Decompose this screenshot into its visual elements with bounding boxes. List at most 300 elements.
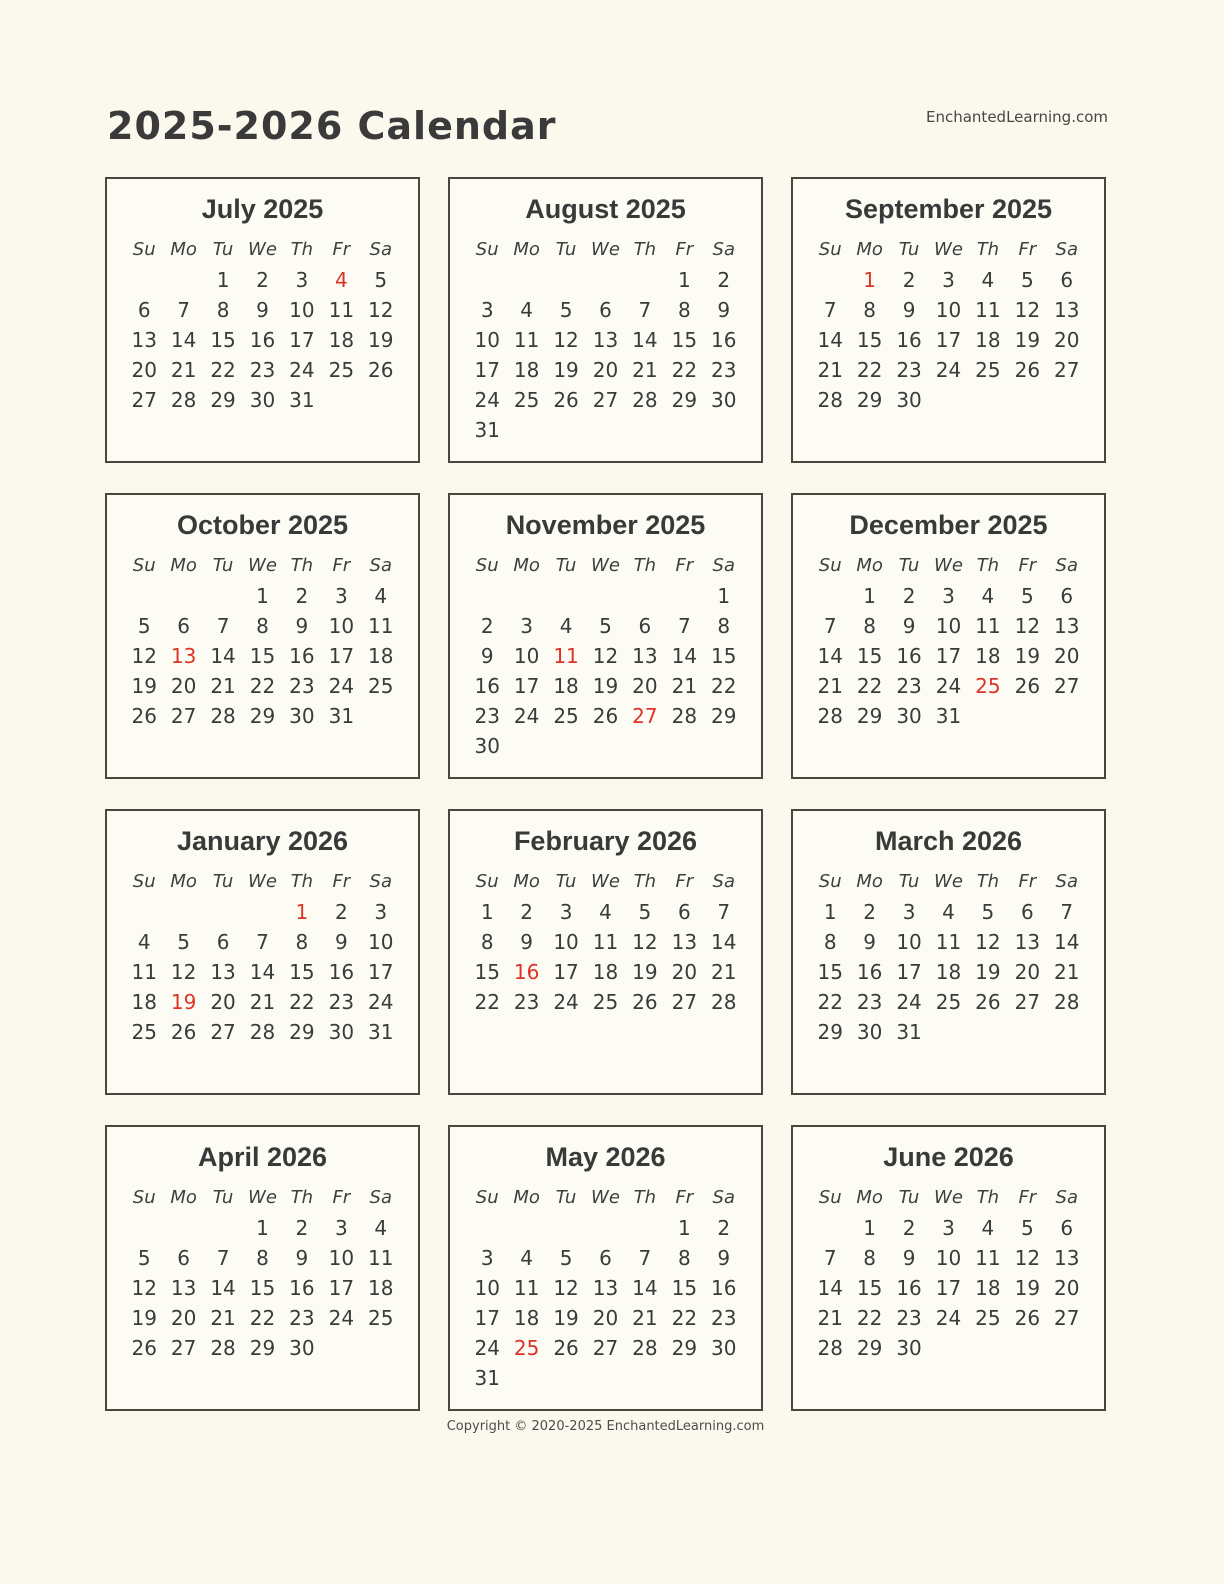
day-cell: 13 [1054, 298, 1080, 322]
empty-cell [507, 581, 546, 611]
month-title: April 2026 [197, 1142, 328, 1172]
day-cell: 14 [632, 1276, 658, 1300]
month-box [105, 809, 420, 1095]
days-body [811, 581, 1087, 731]
day-cell: 3 [942, 268, 955, 292]
day-cell: 15 [671, 328, 698, 352]
day-cell: 18 [975, 328, 1001, 352]
day-cell: 24 [553, 990, 579, 1014]
day-cell: 2 [717, 1216, 731, 1240]
weekday-header: Su [132, 554, 156, 576]
empty-cell [468, 265, 507, 295]
weekday-header: Fr [332, 870, 351, 892]
month-table [125, 865, 401, 1047]
day-cell: 26 [1014, 358, 1041, 382]
weekday-header: Tu [212, 554, 234, 576]
day-cell: 16 [328, 960, 355, 984]
month-title: November 2025 [505, 510, 706, 540]
day-cell: 29 [249, 704, 276, 728]
weekday-header: Th [290, 554, 314, 576]
weekday-header: We [934, 1186, 963, 1208]
weekday-header: Fr [332, 554, 351, 576]
day-cell: 7 [216, 1246, 230, 1270]
day-cell: 10 [513, 644, 540, 668]
day-cell: 28 [249, 1020, 276, 1044]
day-cell: 16 [896, 1276, 922, 1300]
day-cell: 10 [289, 298, 315, 322]
weekday-header: Th [290, 870, 314, 892]
weekday-header: Th [976, 554, 1000, 576]
month-title: January 2026 [176, 826, 349, 856]
day-cell: 18 [935, 960, 962, 984]
day-cell: 14 [671, 644, 698, 668]
day-cell: 7 [717, 900, 731, 924]
day-cell: 4 [374, 1216, 388, 1240]
weekday-row [811, 1181, 1087, 1213]
empty-cell [665, 581, 704, 611]
day-cell: 31 [474, 418, 500, 442]
day-cell: 30 [856, 1020, 883, 1044]
day-cell: 30 [289, 704, 315, 728]
month-title: August 2025 [525, 194, 686, 224]
day-cell: 6 [599, 1246, 612, 1270]
days-body [125, 1213, 401, 1363]
day-cell: 27 [671, 990, 698, 1014]
day-cell: 23 [856, 990, 883, 1014]
day-cell: 22 [856, 358, 883, 382]
day-cell: 11 [935, 930, 962, 954]
day-cell: 9 [256, 298, 269, 322]
day-cell: 15 [856, 328, 883, 352]
day-cell: 5 [374, 268, 388, 292]
day-cell: 1 [677, 268, 691, 292]
day-cell: 26 [1014, 674, 1041, 698]
day-cell: 22 [671, 358, 698, 382]
weekday-header: We [591, 554, 620, 576]
day-cell: 2 [863, 900, 876, 924]
day-cell: 28 [817, 704, 843, 728]
calendar-grid [105, 177, 1106, 1411]
day-cell: 17 [935, 644, 962, 668]
day-cell: 10 [896, 930, 922, 954]
day-cell: 10 [368, 930, 394, 954]
day-cell: 25 [368, 674, 394, 698]
days-body [811, 265, 1087, 415]
day-cell: 26 [1014, 1306, 1041, 1330]
day-cell: 1 [863, 1216, 876, 1240]
month-table [811, 549, 1087, 731]
empty-cell [125, 581, 164, 611]
day-cell: 19 [1014, 328, 1041, 352]
day-cell: 13 [170, 1276, 197, 1300]
weekday-header: Mo [856, 554, 883, 576]
month-table [811, 865, 1087, 1047]
day-cell: 29 [671, 1336, 698, 1360]
day-cell: 31 [328, 704, 355, 728]
month-box [448, 1125, 763, 1411]
day-cell: 19 [975, 960, 1001, 984]
day-cell: 24 [368, 990, 394, 1014]
day-cell: 22 [474, 990, 500, 1014]
day-cell: 8 [717, 614, 731, 638]
weekday-header: Su [818, 238, 842, 260]
month-box [448, 177, 763, 463]
day-cell: 7 [823, 614, 837, 638]
day-cell: 16 [856, 960, 883, 984]
weekday-header: We [591, 870, 620, 892]
weekday-row [125, 1181, 401, 1213]
day-cell: 19 [1014, 1276, 1041, 1300]
day-cell: 4 [520, 298, 533, 322]
month-table [468, 233, 744, 445]
weekday-header: Mo [856, 1186, 883, 1208]
day-cell: 12 [1014, 298, 1041, 322]
day-cell: 7 [177, 298, 190, 322]
day-cell: 15 [210, 328, 236, 352]
empty-cell [586, 581, 625, 611]
day-cell: 12 [131, 1276, 157, 1300]
day-cell: 17 [289, 328, 315, 352]
day-cell: 7 [823, 1246, 837, 1270]
day-cell: 5 [177, 930, 190, 954]
day-cell: 8 [863, 614, 876, 638]
day-cell: 27 [170, 704, 197, 728]
day-cell: 11 [513, 328, 540, 352]
day-cell: 17 [474, 358, 500, 382]
weekday-header: Tu [555, 554, 577, 576]
day-cell: 20 [131, 358, 157, 382]
day-cell: 20 [1054, 644, 1080, 668]
empty-cell [625, 581, 664, 611]
weekday-header: Su [475, 1186, 499, 1208]
day-cell: 11 [131, 960, 157, 984]
day-cell: 11 [975, 298, 1001, 322]
day-cell: 27 [1014, 990, 1041, 1014]
month-title: May 2026 [545, 1142, 666, 1172]
day-cell: 24 [513, 704, 540, 728]
day-cell: 3 [902, 900, 916, 924]
day-cell: 1 [216, 268, 230, 292]
day-cell: 7 [216, 614, 230, 638]
day-cell: 3 [295, 268, 309, 292]
empty-cell [203, 1213, 242, 1243]
day-cell: 19 [553, 1306, 579, 1330]
day-cell: 26 [553, 1336, 579, 1360]
month-table [468, 865, 744, 1017]
day-cell: 25 [553, 704, 579, 728]
day-cell: 21 [632, 1306, 658, 1330]
day-cell: 8 [256, 1246, 269, 1270]
day-cell: 2 [717, 268, 731, 292]
day-cell: 27 [632, 704, 658, 728]
weekday-row [468, 233, 744, 265]
day-cell: 15 [671, 1276, 698, 1300]
day-cell: 2 [520, 900, 533, 924]
day-cell: 20 [1014, 960, 1041, 984]
weekday-header: Sa [712, 870, 735, 892]
day-cell: 25 [975, 358, 1001, 382]
day-cell: 17 [935, 1276, 962, 1300]
weekday-header: Mo [170, 1186, 197, 1208]
weekday-header: Fr [675, 870, 694, 892]
day-cell: 10 [553, 930, 579, 954]
day-cell: 11 [368, 1246, 394, 1270]
day-cell: 17 [513, 674, 540, 698]
day-cell: 14 [632, 328, 658, 352]
day-cell: 14 [1054, 930, 1080, 954]
month-box [105, 493, 420, 779]
day-cell: 4 [981, 268, 995, 292]
day-cell: 21 [249, 990, 276, 1014]
day-cell: 18 [368, 644, 394, 668]
empty-cell [546, 581, 585, 611]
day-cell: 6 [177, 614, 190, 638]
weekday-header: Mo [513, 554, 540, 576]
day-cell: 27 [131, 388, 157, 412]
day-cell: 13 [592, 1276, 619, 1300]
day-cell: 18 [513, 1306, 540, 1330]
weekday-header: We [248, 1186, 277, 1208]
day-cell: 4 [334, 268, 348, 292]
days-body [468, 1213, 744, 1393]
day-cell: 21 [817, 674, 843, 698]
day-cell: 19 [553, 358, 579, 382]
day-cell: 5 [559, 1246, 573, 1270]
day-cell: 8 [480, 930, 494, 954]
day-cell: 21 [671, 674, 698, 698]
day-cell: 25 [513, 388, 540, 412]
day-cell: 28 [711, 990, 737, 1014]
day-cell: 7 [823, 298, 837, 322]
day-cell: 5 [137, 614, 151, 638]
month-box [105, 177, 420, 463]
day-cell: 12 [1014, 614, 1041, 638]
day-cell: 22 [210, 358, 236, 382]
day-cell: 28 [632, 388, 658, 412]
day-cell: 14 [817, 328, 843, 352]
day-cell: 8 [863, 298, 876, 322]
day-cell: 9 [480, 644, 494, 668]
day-cell: 24 [474, 1336, 500, 1360]
day-cell: 2 [256, 268, 269, 292]
day-cell: 13 [671, 930, 698, 954]
day-cell: 12 [170, 960, 197, 984]
day-cell: 23 [474, 704, 500, 728]
day-cell: 26 [553, 388, 579, 412]
day-cell: 24 [474, 388, 500, 412]
day-cell: 6 [216, 930, 230, 954]
day-cell: 25 [975, 1306, 1001, 1330]
weekday-header: Su [475, 238, 499, 260]
weekday-header: Su [475, 870, 499, 892]
empty-cell [811, 581, 850, 611]
weekday-header: Tu [898, 554, 920, 576]
empty-cell [125, 897, 164, 927]
weekday-header: Su [132, 1186, 156, 1208]
day-cell: 5 [137, 1246, 151, 1270]
days-body [125, 265, 401, 415]
day-cell: 29 [249, 1336, 276, 1360]
page-title: 2025-2026 Calendar [107, 104, 557, 148]
weekday-header: Sa [369, 1186, 392, 1208]
weekday-header: Sa [369, 870, 392, 892]
day-cell: 1 [717, 584, 731, 608]
day-cell: 14 [817, 1276, 843, 1300]
empty-cell [203, 581, 242, 611]
weekday-header: Sa [712, 1186, 735, 1208]
weekday-header: Fr [1018, 1186, 1037, 1208]
day-cell: 31 [368, 1020, 394, 1044]
day-cell: 1 [295, 900, 309, 924]
day-cell: 16 [711, 1276, 737, 1300]
day-cell: 1 [823, 900, 837, 924]
day-cell: 15 [817, 960, 843, 984]
weekday-header: Fr [675, 1186, 694, 1208]
day-cell: 29 [856, 388, 883, 412]
empty-cell [586, 265, 625, 295]
day-cell: 26 [632, 990, 658, 1014]
day-cell: 14 [210, 1276, 236, 1300]
weekday-row [811, 549, 1087, 581]
day-cell: 17 [553, 960, 579, 984]
day-cell: 30 [711, 388, 737, 412]
day-cell: 12 [975, 930, 1001, 954]
day-cell: 22 [856, 1306, 883, 1330]
site-name: EnchantedLearning.com [926, 108, 1108, 126]
day-cell: 1 [863, 584, 876, 608]
day-cell: 6 [677, 900, 691, 924]
days-body [125, 581, 401, 731]
empty-cell [625, 1213, 664, 1243]
empty-cell [507, 1213, 546, 1243]
day-cell: 29 [817, 1020, 843, 1044]
day-cell: 16 [289, 1276, 315, 1300]
day-cell: 13 [210, 960, 236, 984]
empty-cell [164, 1213, 203, 1243]
empty-cell [164, 265, 203, 295]
day-cell: 11 [513, 1276, 540, 1300]
day-cell: 9 [334, 930, 348, 954]
day-cell: 31 [474, 1366, 500, 1390]
day-cell: 11 [368, 614, 394, 638]
day-cell: 10 [474, 1276, 500, 1300]
day-cell: 25 [935, 990, 962, 1014]
day-cell: 28 [817, 1336, 843, 1360]
day-cell: 26 [975, 990, 1001, 1014]
weekday-header: Sa [1055, 238, 1078, 260]
day-cell: 28 [671, 704, 698, 728]
day-cell: 15 [856, 1276, 883, 1300]
day-cell: 21 [817, 1306, 843, 1330]
day-cell: 25 [513, 1336, 540, 1360]
empty-cell [125, 1213, 164, 1243]
weekday-header: Sa [712, 238, 735, 260]
empty-cell [811, 265, 850, 295]
day-cell: 5 [559, 298, 573, 322]
day-cell: 3 [334, 1216, 348, 1240]
days-body [468, 265, 744, 445]
day-cell: 21 [1054, 960, 1080, 984]
weekday-header: Th [976, 238, 1000, 260]
day-cell: 7 [638, 298, 652, 322]
day-cell: 13 [1054, 1246, 1080, 1270]
weekday-header: Tu [898, 1186, 920, 1208]
weekday-row [125, 233, 401, 265]
day-cell: 21 [210, 674, 236, 698]
day-cell: 14 [210, 644, 236, 668]
day-cell: 16 [249, 328, 276, 352]
month-title: March 2026 [874, 826, 1023, 856]
empty-cell [468, 581, 507, 611]
day-cell: 15 [474, 960, 500, 984]
day-cell: 27 [1054, 1306, 1080, 1330]
day-cell: 2 [902, 584, 916, 608]
day-cell: 19 [170, 990, 197, 1014]
day-cell: 16 [711, 328, 737, 352]
month-table [811, 233, 1087, 415]
day-cell: 22 [711, 674, 737, 698]
weekday-header: We [248, 870, 277, 892]
month-title: October 2025 [176, 510, 349, 540]
day-cell: 4 [942, 900, 955, 924]
day-cell: 31 [935, 704, 962, 728]
day-cell: 20 [1054, 328, 1080, 352]
day-cell: 11 [975, 1246, 1001, 1270]
month-table [125, 549, 401, 731]
day-cell: 4 [599, 900, 612, 924]
day-cell: 19 [368, 328, 394, 352]
day-cell: 4 [520, 1246, 533, 1270]
day-cell: 23 [711, 1306, 737, 1330]
empty-cell [546, 1213, 585, 1243]
day-cell: 28 [210, 704, 236, 728]
day-cell: 7 [256, 930, 269, 954]
weekday-header: Mo [856, 238, 883, 260]
day-cell: 3 [942, 1216, 955, 1240]
month-box [448, 809, 763, 1095]
copyright-text: Copyright © 2020-2025 EnchantedLearning.com [446, 1419, 765, 1434]
day-cell: 17 [474, 1306, 500, 1330]
day-cell: 3 [374, 900, 388, 924]
day-cell: 30 [896, 704, 922, 728]
month-box [105, 1125, 420, 1411]
day-cell: 13 [1014, 930, 1041, 954]
day-cell: 27 [1054, 358, 1080, 382]
day-cell: 13 [632, 644, 658, 668]
day-cell: 19 [131, 1306, 157, 1330]
weekday-row [125, 549, 401, 581]
day-cell: 10 [474, 328, 500, 352]
day-cell: 13 [131, 328, 157, 352]
month-table [811, 1181, 1087, 1363]
day-cell: 12 [553, 1276, 579, 1300]
day-cell: 15 [249, 644, 276, 668]
day-cell: 30 [896, 1336, 922, 1360]
day-cell: 28 [1054, 990, 1080, 1014]
day-cell: 6 [137, 298, 151, 322]
day-cell: 21 [632, 358, 658, 382]
weekday-row [811, 865, 1087, 897]
day-cell: 17 [935, 328, 962, 352]
day-cell: 4 [137, 930, 151, 954]
month-title: December 2025 [849, 510, 1048, 540]
day-cell: 24 [935, 1306, 962, 1330]
day-cell: 10 [935, 614, 962, 638]
month-title: June 2026 [883, 1142, 1014, 1172]
day-cell: 12 [592, 644, 619, 668]
day-cell: 27 [210, 1020, 236, 1044]
day-cell: 3 [334, 584, 348, 608]
